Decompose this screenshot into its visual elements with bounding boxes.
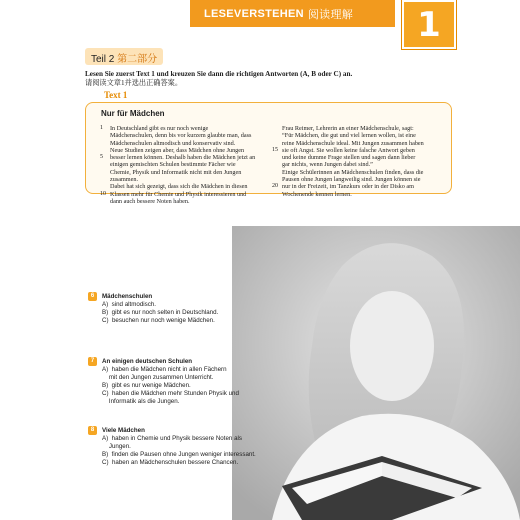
part-label-cn: 第二部分 (117, 54, 158, 65)
line-number: 1 (100, 125, 103, 131)
article-line (272, 183, 448, 190)
line-number: 20 (272, 183, 278, 190)
article-line (100, 169, 268, 176)
answer-option[interactable]: mit den Jungen zusammen Unterricht. (102, 374, 214, 382)
answer-option[interactable]: A) sind altmodisch. (102, 301, 156, 309)
line-number: 10 (100, 190, 106, 197)
question-number-badge: 8 (88, 426, 97, 435)
section-title-de: LESEVERSTEHEN (204, 7, 304, 20)
section-header-bar (190, 0, 395, 27)
instructions-de: Lesen Sie zuerst Text 1 und kreuzen Sie dann die richtigen Antworten (A, B oder C) an. (85, 70, 353, 78)
instructions-cn: 请阅读文章1并选出正确答案。 (85, 79, 183, 87)
question-stem: An einigen deutschen Schulen (102, 358, 193, 366)
section-title-cn: 阅读理解 (307, 8, 354, 21)
answer-option[interactable]: B) gibt es nur noch selten in Deutschland. (102, 309, 219, 317)
question-item (88, 426, 278, 467)
article-line (272, 176, 448, 183)
line-text: “Für Mädchen, die gut und viel lernen wollen, ist eine (282, 132, 416, 140)
part-label-de: Teil 2 (91, 54, 115, 65)
line-number: 15 (272, 146, 278, 153)
line-text: Neue Studien zeigen aber, dass Mädchen ohne Jungen (110, 146, 245, 154)
line-text: Mädchenschulen altmodisch und konservativ sind. (110, 139, 236, 147)
question-head (88, 357, 278, 366)
article-line (272, 154, 448, 161)
article-line (272, 147, 448, 154)
question-item (88, 292, 278, 325)
question-number-badge: 6 (88, 292, 97, 301)
answer-option[interactable]: C) haben an Mädchenschulen bessere Chancen. (102, 459, 239, 467)
line-text: reine Mädchenschule ideal. Mit Jungen zusammen haben (282, 139, 424, 147)
article-line (100, 154, 268, 161)
article-title: Nur für Mädchen (101, 109, 165, 118)
line-text: Dabei hat sich gezeigt, dass sich die Mädchen in diesen (110, 183, 248, 191)
line-text: Mädchenschulen, denn bis vor kurzem glaubte man, dass (110, 132, 252, 140)
article-line (100, 147, 268, 154)
instructions (85, 70, 445, 88)
answer-option[interactable]: B) finden die Pausen ohne Jungen weniger interessant. (102, 451, 256, 459)
line-text: gar nichts, wenn Jungen dabei sind.” (282, 161, 373, 169)
line-text: sie oft Angst. Sie wollen keine falsche Antwort geben (282, 146, 415, 154)
line-text: Frau Reimer, Lehrerin an einer Mädchenschule, sagt: (282, 125, 414, 132)
answer-option[interactable]: C) haben die Mädchen mehr Stunden Physik und (102, 390, 239, 398)
line-text: Klassen mehr für Chemie und Physik interessieren und (110, 190, 247, 198)
answer-option[interactable]: Informatik als die Jungen. (102, 398, 180, 406)
question-stem: Mädchenschulen (102, 293, 153, 301)
chapter-number: 1 (402, 0, 456, 49)
line-text: und keine dumme Frage stellen und sagen dann lieber (282, 154, 416, 162)
article-line (100, 161, 268, 168)
question-number-badge: 7 (88, 357, 97, 366)
question-head (88, 292, 278, 301)
line-text: dann auch bessere Noten haben. (110, 197, 190, 205)
article-line (272, 125, 448, 132)
article-line (100, 176, 268, 183)
article-line (100, 191, 268, 198)
part-label (85, 48, 163, 65)
article-line (100, 198, 268, 205)
line-text: zusammen. (110, 176, 139, 184)
article-line (272, 140, 448, 147)
line-text: Chemie, Physik und Informatik nicht mit den Jungen (110, 168, 242, 176)
text-label: Text 1 (104, 90, 128, 100)
line-text: In Deutschland gibt es nur noch wenige (110, 125, 209, 132)
article-line (100, 183, 268, 190)
article-line (100, 132, 268, 139)
line-text: einigen gemischten Schulen bestimmte Fächer wie (110, 161, 236, 169)
answer-option[interactable]: A) haben in Chemie und Physik bessere Noten als (102, 435, 242, 443)
article-line (272, 191, 448, 198)
article-line (100, 140, 268, 147)
question-item (88, 357, 278, 406)
answer-option[interactable]: C) besuchen nur noch wenige Mädchen. (102, 317, 215, 325)
answer-option[interactable]: B) gibt es nur wenige Mädchen. (102, 382, 191, 390)
line-text: Wochenende kennen lernen. (282, 190, 352, 198)
answer-option[interactable]: Jungen. (102, 443, 131, 451)
line-text: nur in der Freizeit, im Tanzkurs oder in der Disko am (282, 183, 414, 191)
article-line (272, 169, 448, 176)
question-head (88, 426, 278, 435)
article-column-1 (100, 125, 268, 205)
article-column-2 (272, 125, 448, 198)
article-line (272, 132, 448, 139)
article-line (272, 161, 448, 168)
line-text: Einige Schülerinnen an Mädchenschulen finden, dass die (282, 168, 424, 176)
article-line (100, 125, 268, 132)
question-stem: Viele Mädchen (102, 427, 145, 435)
line-number: 5 (100, 154, 103, 161)
line-text: Pausen ohne Jungen langweilig sind. Jungen können sie (282, 176, 421, 184)
answer-option[interactable]: A) haben die Mädchen nicht in allen Fächern (102, 366, 227, 374)
line-text: besser lernen können. Deshalb haben die Mädchen jetzt an (110, 154, 256, 162)
article-box (85, 102, 452, 205)
